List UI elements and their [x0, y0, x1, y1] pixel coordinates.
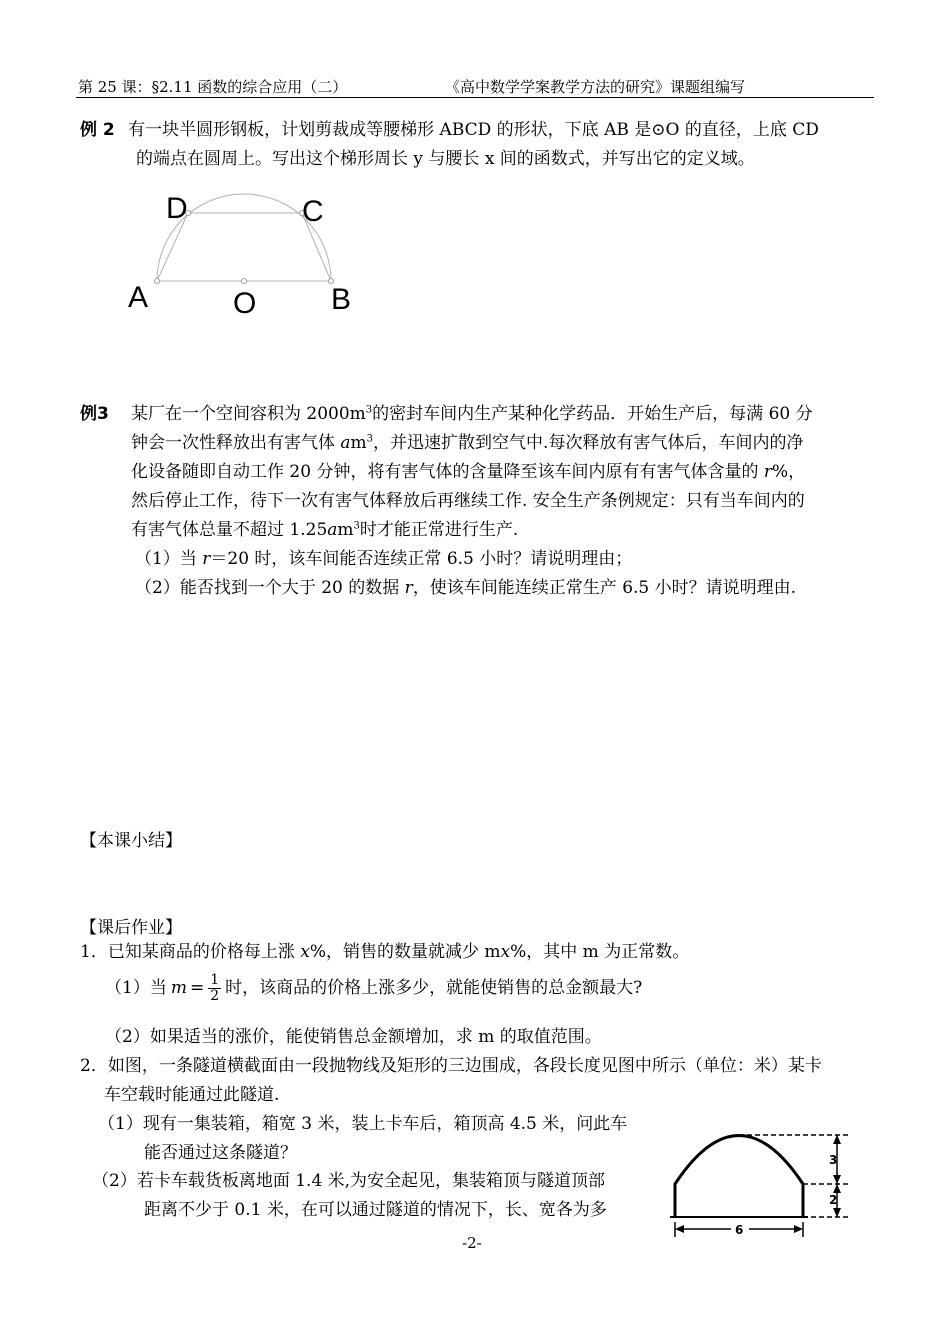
section-summary-title: 【本课小结】 — [80, 831, 182, 851]
ex3-l5-var: a — [327, 520, 338, 540]
label-o: O — [233, 287, 257, 320]
header-publisher: 《高中数学学案教学方法的研究》课题组编写 — [445, 78, 746, 96]
homework-1-stem — [80, 938, 689, 967]
ex3-l5-c: 时才能正常进行生产. — [359, 520, 519, 540]
ex3-q1-a: （1）当 — [135, 549, 203, 569]
fraction-one-half — [208, 973, 221, 1004]
ex3-l2-sup: 3 — [366, 433, 374, 445]
ex3-l5-b: m — [337, 520, 354, 540]
example-3-line-4: 然后停止工作，待下一次有害气体释放后再继续工作. 安全生产条例规定：只有当车间内的 — [131, 491, 805, 511]
ex3-l1-sup: 3 — [365, 404, 373, 416]
ex3-l5-a: 有害气体总量不超过 1.25 — [131, 520, 328, 540]
hw1-b: %，销售的数量就减少 m — [309, 942, 501, 962]
ex3-l2-c: ，并迅速扩散到空气中.每次释放有害气体后，车间内的净 — [373, 433, 804, 453]
example-3-line-3 — [131, 458, 805, 487]
homework-1-question-2: （2）如果适当的涨价，能使销售总金额增加，求 m 的取值范围。 — [105, 1027, 602, 1047]
width-arrow-right — [794, 1225, 803, 1233]
label-a: A — [128, 281, 149, 314]
ex3-l1-b: 的密封车间内生产某种化学药品．开始生产后，每满 60 分 — [372, 404, 813, 424]
hw1-q1-eq: = — [189, 978, 205, 998]
height-arrow-top — [833, 1135, 841, 1144]
height-arrow-mid-up — [833, 1175, 841, 1184]
tunnel-cross-section-diagram — [665, 1120, 870, 1240]
ex3-l1-a: 某厂在一个空间容积为 2000m — [131, 404, 366, 424]
ex3-l3-b: %， — [771, 462, 806, 482]
header-divider — [76, 97, 874, 98]
ex3-l2-var: a — [340, 433, 351, 453]
example-3-label: 例3 — [80, 404, 109, 424]
hw1-a: 1．已知某商品的价格每上涨 — [80, 942, 301, 962]
ex3-l3-var: r — [763, 462, 772, 482]
ex3-l2-b: m — [350, 433, 367, 453]
ex3-q2-var: r — [404, 578, 413, 598]
hw1-c: %，其中 m 为正常数。 — [510, 942, 690, 962]
homework-2-question-1-b: 能否通过这条隧道？ — [144, 1143, 297, 1163]
example-3-line-5 — [131, 516, 518, 545]
fraction-numerator: 1 — [210, 972, 220, 988]
label-width-6: 6 — [735, 1223, 744, 1237]
ex3-l2-a: 钟会一次性释放出有害气体 — [131, 433, 341, 453]
hw1-q1-b: 时，该商品的价格上涨多少，就能使销售的总金额最大? — [225, 978, 643, 998]
example-3-question-2 — [135, 574, 796, 603]
label-height-3: 3 — [829, 1153, 838, 1167]
homework-2-question-2-b: 距离不少于 0.1 米，在可以通过隧道的情况下，长、宽各为多 — [144, 1200, 607, 1220]
height-arrow-mid-down — [833, 1184, 841, 1193]
example-3-line-2 — [131, 429, 803, 458]
label-b: B — [331, 283, 352, 316]
homework-2-line-2: 车空载时能通过此隧道. — [104, 1085, 280, 1105]
label-d: D — [166, 192, 188, 225]
example-2-line-1 — [80, 116, 819, 145]
example-3-line-1 — [131, 400, 813, 429]
width-arrow-left — [675, 1225, 684, 1233]
label-c: C — [302, 195, 324, 228]
height-arrow-bottom — [833, 1208, 841, 1217]
ex3-l5-sup: 3 — [353, 520, 360, 532]
section-homework-title: 【课后作业】 — [80, 918, 182, 938]
ex3-l3-a: 化设备随即自动工作 20 分钟，将有害气体的含量降至该车间内原有有害气体含量的 — [131, 462, 764, 482]
example-2-line-2: 的端点在圆周上。写出这个梯形周长 y 与腰长 x 间的函数式，并写出它的定义域。 — [136, 149, 755, 169]
homework-2-question-2-a: （2）若卡车载货板离地面 1.4 米,为安全起见，集装箱顶与隧道顶部 — [92, 1171, 606, 1191]
label-height-2: 2 — [829, 1193, 838, 1207]
ex3-q2-a: （2）能否找到一个大于 20 的数据 — [135, 578, 405, 598]
ex3-q1-b: ＝20 时，该车间能否连续正常 6.5 小时？请说明理由； — [210, 549, 633, 569]
homework-2-line-1: 2．如图，一条隧道横截面由一段抛物线及矩形的三边围成，各段长度见图中所示（单位：米）某卡 — [80, 1056, 822, 1076]
hw1-q1-m: m — [170, 978, 187, 998]
ex3-q1-var: r — [202, 549, 211, 569]
ex3-q2-b: ，使该车间能连续正常生产 6.5 小时？请说明理由. — [412, 578, 797, 598]
hw1-var: x — [300, 942, 310, 962]
point-o-marker — [242, 279, 247, 284]
example-2-label: 例 2 — [80, 120, 115, 140]
example-3-question-1 — [135, 545, 632, 574]
semicircle-trapezoid-diagram — [120, 185, 370, 320]
hw1-q1-a: （1）当 — [105, 978, 167, 998]
header-lesson-title: 第 25 课：§2.11 函数的综合应用（二） — [78, 78, 348, 96]
homework-2-question-1-a: （1）现有一集装箱，箱宽 3 米，装上卡车后，箱顶高 4.5 米，问此车 — [98, 1114, 628, 1134]
example-2-text-1: 有一块半圆形钢板，计划剪裁成等腰梯形 ABCD 的形状，下底 AB 是⊙O 的直径，上底 CD — [128, 120, 819, 140]
homework-1-question-1 — [105, 973, 642, 1004]
point-a-marker — [155, 279, 160, 284]
page-number: -2- — [462, 1234, 482, 1252]
fraction-denominator: 2 — [210, 988, 220, 1004]
tunnel-outline — [675, 1136, 803, 1218]
hw1-var2: x — [500, 942, 511, 962]
